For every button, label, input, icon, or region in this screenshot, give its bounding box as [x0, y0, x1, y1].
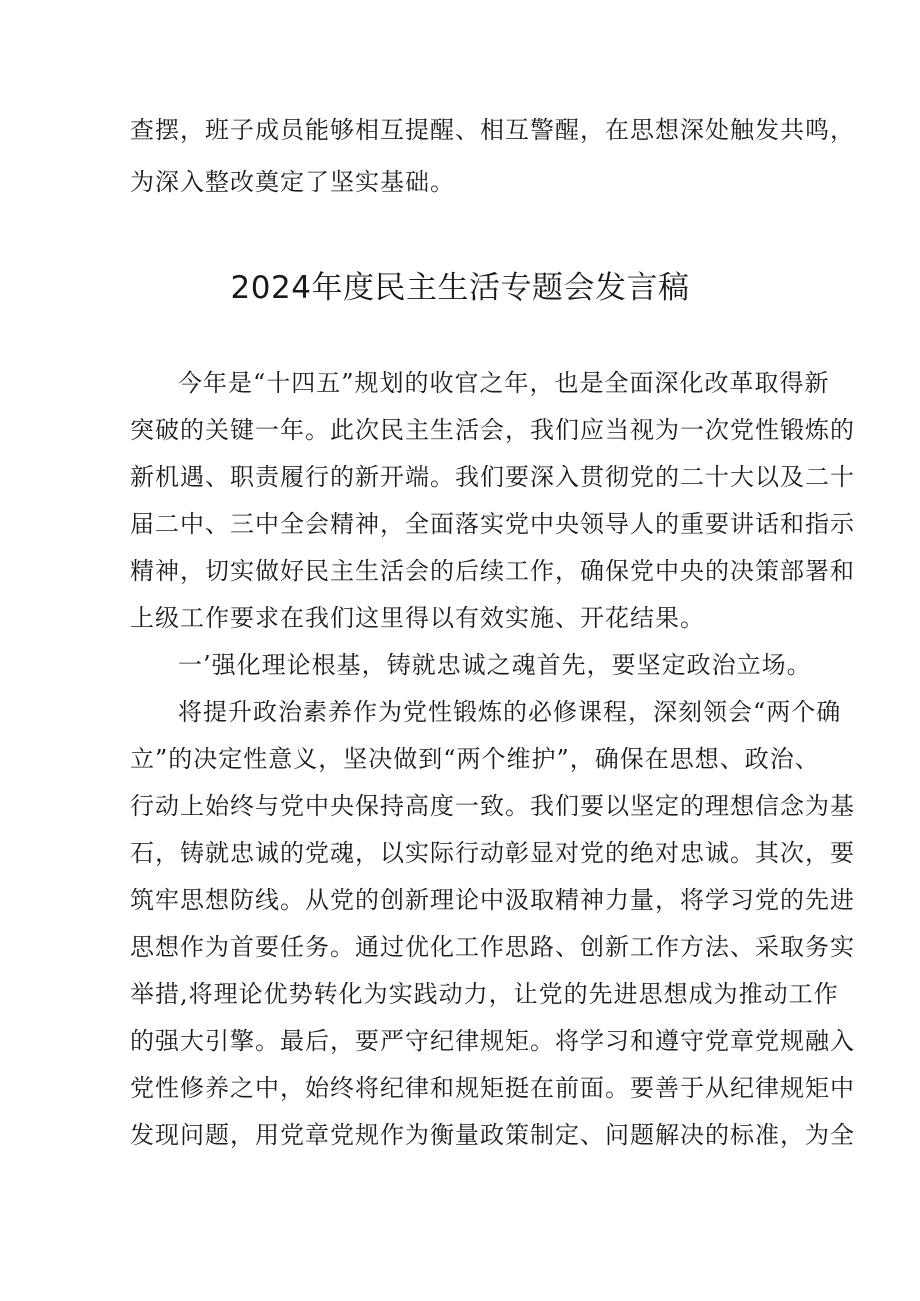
document-title: 2024年度民主生活专题会发言稿	[230, 270, 690, 306]
body-text-line: 的强大引擎。最后，要严守纪律规矩。将学习和遵守党章党规融入	[130, 1027, 855, 1055]
body-text-line: 新机遇、职责履行的新开端。我们要深入贯彻党的二十大以及二十	[130, 463, 855, 491]
body-text-line: 今年是“十四五”规划的收官之年，也是全面深化改革取得新	[178, 369, 830, 397]
body-text-line: 行动上始终与党中央保持高度一致。我们要以坚定的理想信念为基	[130, 792, 855, 820]
body-text-line: 届二中、三中全会精神，全面落实党中央领导人的重要讲话和指示	[130, 510, 855, 538]
body-text-line: 查摆，班子成员能够相互提醒、相互警醒，在思想深处触发共鸣，	[130, 116, 855, 144]
section-heading: 一’强化理论根基，铸就忠诚之魂首先，要坚定政治立场。	[178, 651, 812, 679]
body-text-line: 筑牢思想防线。从党的创新理论中汲取精神力量，将学习党的先进	[130, 886, 855, 914]
body-text-line: 上级工作要求在我们这里得以有效实施、开花结果。	[130, 604, 705, 632]
body-text-line: 举措,将理论优势转化为实践动力，让党的先进思想成为推动工作	[130, 980, 839, 1008]
body-text-line: 思想作为首要任务。通过优化工作思路、创新工作方法、采取务实	[130, 933, 855, 961]
body-text-line: 将提升政治素养作为党性锻炼的必修课程，深刻领会“两个确	[178, 698, 842, 726]
body-text-line: 立”的决定性意义，坚决做到“两个维护”，确保在思想、政治、	[130, 745, 820, 773]
body-text-line: 突破的关键一年。此次民主生活会，我们应当视为一次党性锻炼的	[130, 416, 855, 444]
body-text-line: 精神，切实做好民主生活会的后续工作，确保党中央的决策部署和	[130, 557, 855, 585]
body-text-line: 党性修养之中，始终将纪律和规矩挺在前面。要善于从纪律规矩中	[130, 1074, 855, 1102]
body-text-line: 发现问题，用党章党规作为衡量政策制定、问题解决的标准，为全	[130, 1121, 855, 1149]
body-text-line: 石，铸就忠诚的党魂，以实际行动彰显对党的绝对忠诚。其次，要	[130, 839, 855, 867]
body-text-line: 为深入整改奠定了坚实基础。	[130, 168, 455, 196]
